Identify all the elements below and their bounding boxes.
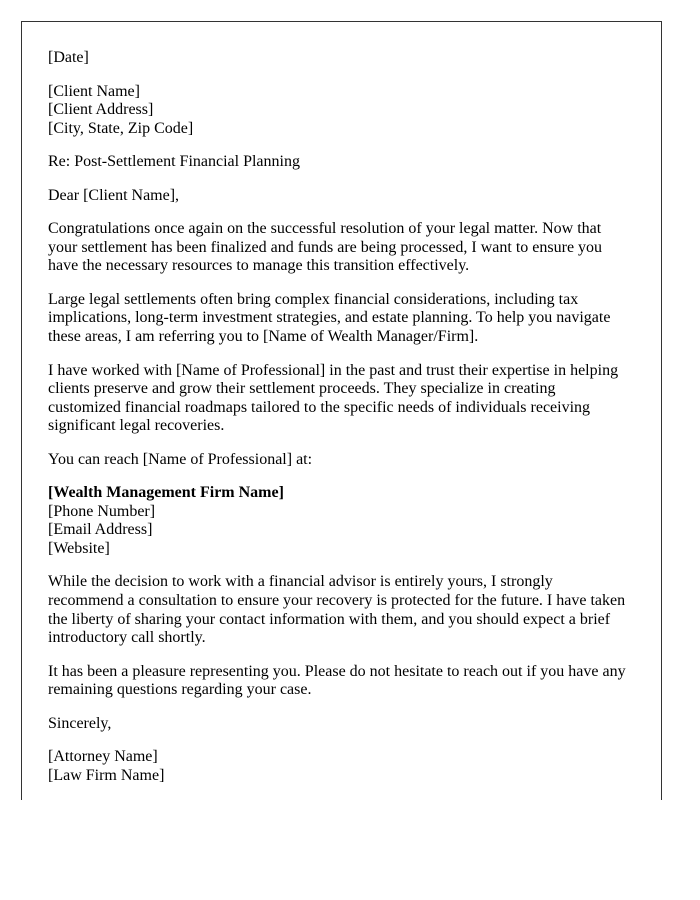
signature-attorney-name: [Attorney Name]: [48, 748, 158, 766]
subject-line: Re: Post-Settlement Financial Planning: [48, 153, 300, 171]
signature-block: [48, 748, 626, 785]
body-paragraph-2: Large legal settlements often bring complex financial considerations, including tax implications, long-term investment strategies, and estate planning. To help you navigate these areas, I am referring you to [Name of Wealth Manager/Firm].: [48, 290, 611, 346]
letter-page: [21, 21, 662, 800]
body-paragraph-5: It has been a pleasure representing you. Please do not hesitate to reach out if you have any remaining questions regarding your case.: [48, 662, 626, 699]
salutation: Dear [Client Name],: [48, 186, 180, 204]
recipient-block: [48, 83, 626, 139]
contact-website: [Website]: [48, 539, 110, 557]
reach-intro-line: You can reach [Name of Professional] at:: [48, 450, 313, 468]
body-paragraph-1: Congratulations once again on the successful resolution of your legal matter. Now that your settlement has been finalized and funds are being processed, I want to ensure you have the necessary resources to manage this transition effectively.: [48, 220, 603, 275]
recipient-name: [Client Name]: [48, 82, 140, 100]
signature-law-firm-name: [Law Firm Name]: [48, 766, 165, 784]
date-line: [Date]: [48, 49, 89, 66]
contact-firm-name: [Wealth Management Firm Name]: [48, 484, 284, 502]
contact-phone: [Phone Number]: [48, 502, 156, 520]
contact-email: [Email Address]: [48, 521, 153, 539]
recipient-city-state-zip: [City, State, Zip Code]: [48, 119, 194, 137]
contact-block: [48, 484, 626, 558]
closing-line: Sincerely,: [48, 714, 112, 732]
recipient-address: [Client Address]: [48, 101, 154, 119]
body-paragraph-4: While the decision to work with a financial advisor is entirely yours, I strongly recommend a consultation to ensure your recovery is protected for the future. I have taken the liberty of sharing your contact information with them, and you should expect a brief introductory call shortly.: [48, 573, 626, 647]
body-paragraph-3: I have worked with [Name of Professional] in the past and trust their expertise in helping clients preserve and grow their settlement proceeds. They specialize in creating customized financial roadmaps tailored to the specific needs of individuals receiving significant legal recoveries.: [48, 361, 619, 435]
